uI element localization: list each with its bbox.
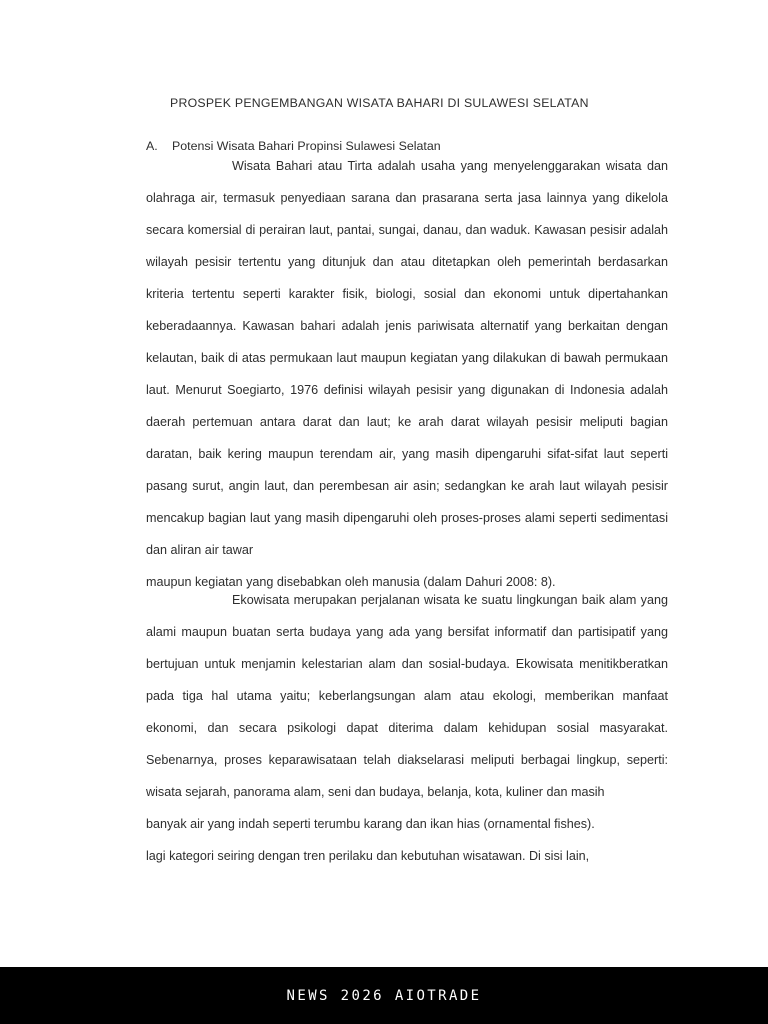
document-text-column [146,96,668,872]
closing-line-1: banyak air yang indah seperti terumbu karang dan ikan hias (ornamental fishes). [146,817,595,832]
paragraph-1-tail: maupun kegiatan yang disebabkan oleh manusia (dalam Dahuri 2008: 8). [146,575,556,590]
footer-watermark-band [0,967,768,1024]
paragraph-2: Ekowisata merupakan perjalanan wisata ke suatu lingkungan baik alam yang alami maupun buatan serta budaya yang ada yang bersifat informatif dan partisipatif yang bertujuan untuk menjamin kelestarian alam dan sosial-budaya. Ekowisata menitikberatkan pada tiga hal utama yaitu; keberlangsungan alam atau ekologi, memberikan manfaat ekonomi, dan secara psikologi dapat diterima dalam kehidupan sosial masyarakat. Sebenarnya, proses keparawisataan telah diakselarasi meliputi berbagai lingkup, seperti: wisata sejarah, panorama alam, seni dan budaya, belanja, kota, kuliner dan masih [146,593,668,800]
closing-line-2: lagi kategori seiring dengan tren perilaku dan kebutuhan wisatawan. Di sisi lain, [146,849,590,864]
paragraph-1: Wisata Bahari atau Tirta adalah usaha yang menyelenggarakan wisata dan olahraga air, termasuk penyediaan sarana dan prasarana serta jasa lainnya yang dikelola secara komersial di perairan laut, pantai, sungai, danau, dan waduk. Kawasan pesisir adalah wilayah pesisir tertentu yang ditunjuk dan atau ditetapkan oleh pemerintah berdasarkan kriteria tertentu seperti karakter fisik, biologi, sosial dan ekonomi untuk dipertahankan keberadaannya. Kawasan bahari adalah jenis pariwisata alternatif yang berkaitan dengan kelautan, baik di atas permukaan laut maupun kegiatan yang dilakukan di bawah permukaan laut. Menurut Soegiarto, 1976 definisi wilayah pesisir yang digunakan di Indonesia adalah daerah pertemuan antara darat dan laut; ke arah darat wilayah pesisir meliputi bagian daratan, baik kering maupun terendam air, yang masih dipengaruhi sifat-sifat laut seperti pasang surut, angin laut, dan perembesan air asin; sedangkan ke arah laut wilayah pesisir mencakup bagian laut yang masih dipengaruhi oleh proses-proses alami seperti sedimentasi dan aliran air tawar [146,159,668,558]
footer-watermark-text: NEWS 2026 AIOTRADE [286,987,482,1004]
section-marker: A. [146,139,158,153]
page-title: PROSPEK PENGEMBANGAN WISATA BAHARI DI SULAWESI SELATAN [170,96,589,110]
section-heading-label: Potensi Wisata Bahari Propinsi Sulawesi Selatan [172,139,441,153]
